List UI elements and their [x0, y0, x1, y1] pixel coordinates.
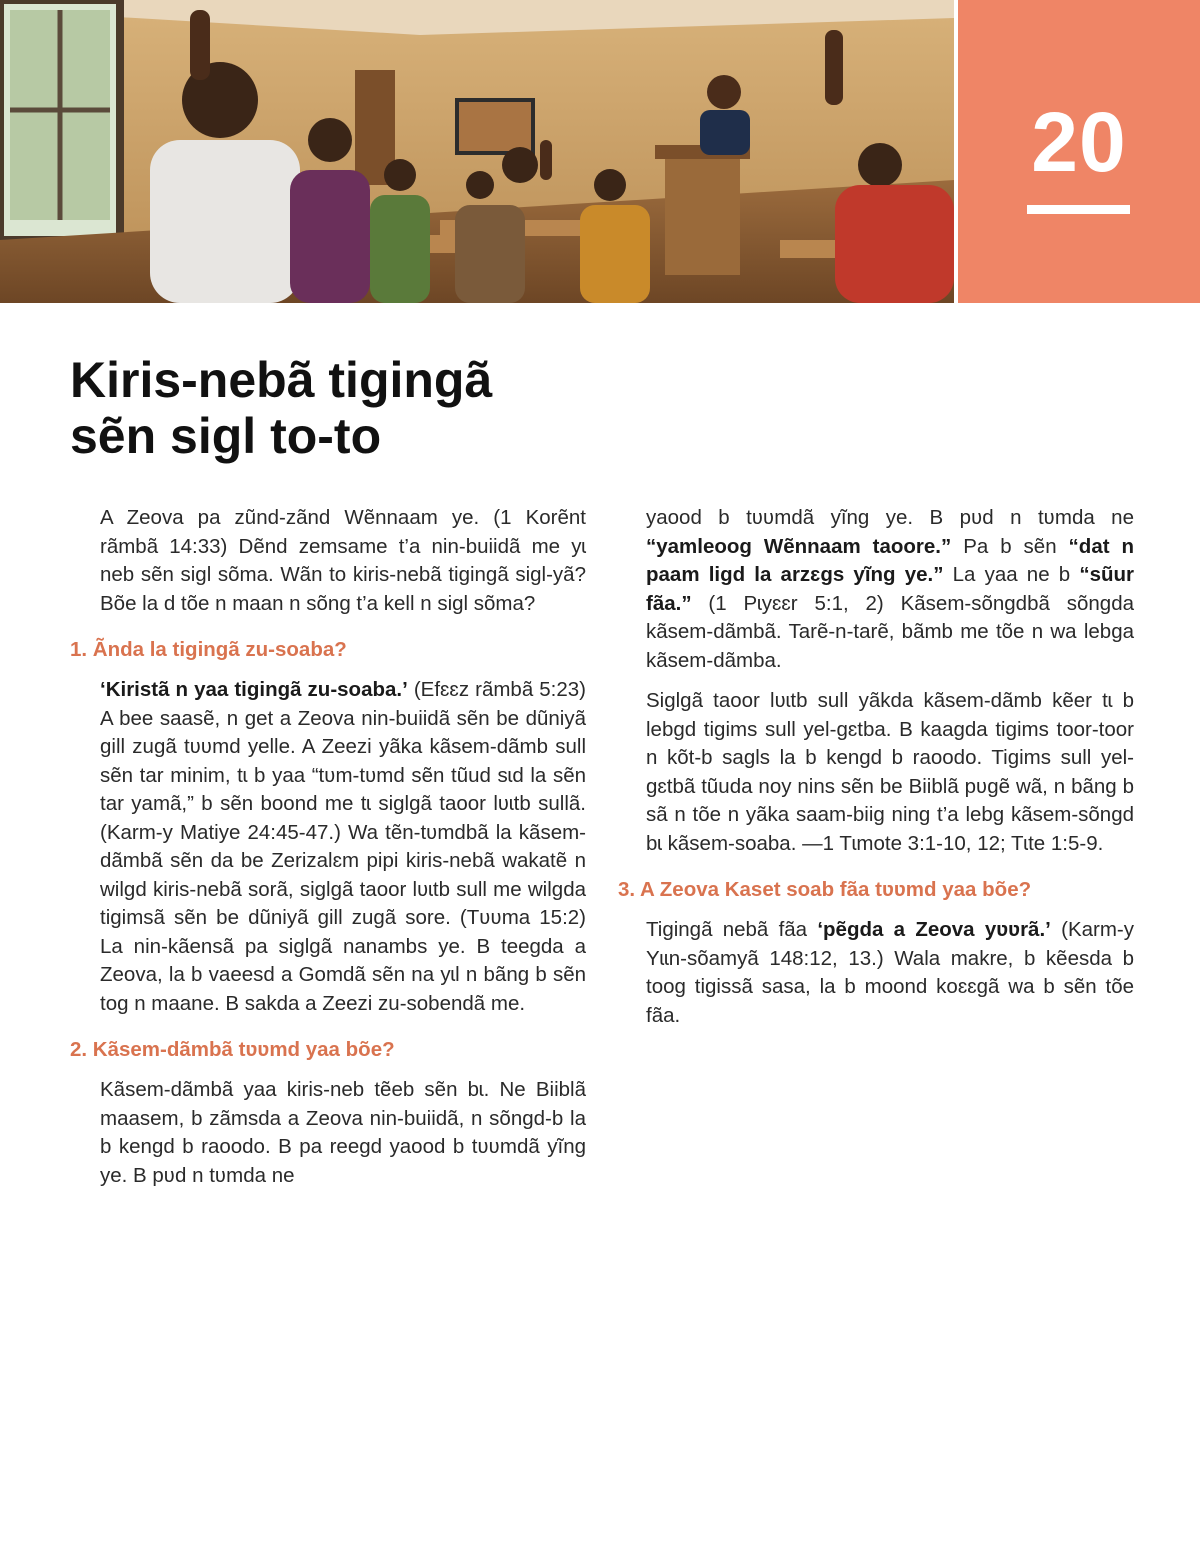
section-1-lead: ‘Kiristã n yaa tigingã zu-soaba.’: [100, 678, 408, 701]
section-1-text: (Efɛɛz rãmbã 5:23) A bee saasẽ, n get a Zeova nin-buiidã sẽn be dũniyã gill zugã tʋʋmd yelle. A Zeezi yãka kãsem-dãmb sull sẽn tar minim, tɩ b yaa “tʋm-tʋmd sẽn tũud sɩd la sẽn tar yamã,” b sẽn boond me tɩ siglgã taoor lʋɩtb sullã. (Karm-y Matiye 24:45-47.) Wa tẽn-tʋmdbã la kãsem-dãmbã sẽn da be Zerizalɛm pipi kiris-nebã wakatẽ n wilgd kiris-nebã sorã, siglgã taoor lʋɩtb sull me wilgda tigimsã sẽn be dũniyã gill zugã sore. (Tʋʋma 15:2) La nin-kãensã pa siglgã nanambs ye. B teegda a Zeova, la b vaeesd a Gomdã sẽn na yɩl n bãng b sẽn tog n maane. B sakda a Zeezi zu-sobendã me.: [100, 678, 586, 1015]
title-line-2: sẽn sigl to-to: [70, 408, 382, 464]
intro-paragraph: A Zeova pa zũnd-zãnd Wẽnnaam ye. (1 Korẽnt rãmbã 14:33) Dẽnd zemsame t’a nin-buiidã me yɩ neb sẽn sigl sõma. Wãn to kiris-nebã tigingã sigl-yã? Bõe la d tõe n maan n sõng t’a kell n sigl sõma?: [100, 506, 586, 615]
section-3-bold: ‘pẽgda a Zeova yʋʋrã.’: [817, 918, 1051, 941]
left-column: [70, 504, 586, 1187]
section-2-text-3: La yaa ne b: [943, 563, 1080, 586]
section-3-paragraph: [646, 916, 1134, 1030]
title-line-1: Kiris-nebã tigingã: [70, 352, 493, 408]
section-2-bold-1: “yamleoog Wẽnnaam taoore.”: [646, 534, 952, 558]
header-photo: [0, 0, 954, 303]
section-3-text-2: (Karm-y Yɩɩn-sõamyã 148:12, 13.) Wala makre, b kẽesda b toog tigissã sasa, la b moond koɛɛgã wa b sẽn tõe fãa.: [646, 918, 1134, 1027]
section-2-paragraph-continued: [646, 504, 1134, 675]
section-2-bold-2: “dat n paam ligd la arzɛgs yĩng ye.”: [646, 534, 1135, 586]
section-2-text-2: Pa b sẽn: [951, 534, 1069, 558]
right-column: [618, 504, 1134, 1042]
section-3-text-1: Tigingã nebã fãa: [646, 918, 818, 941]
section-2-bold-3: “sũur fãa.”: [646, 563, 1134, 615]
chapter-tab: [958, 0, 1200, 303]
congregation-meeting-illustration: [0, 0, 954, 303]
section-2-paragraph-2: Siglgã taoor lʋɩtb sull yãkda kãsem-dãmb kẽer tɩ b lebgd tigims sull yel-gɛtba. B kaagda tigims toor-toor n kõt-b sagls la b kengd b raoodo. Tigims sull yel-gɛtbã tũuda noy nins sẽn be Biiblã pʋgẽ wã, n bãng b sã n tõe n yãka saam-biig ning t’a lebg kãsem-sõngd bɩ kãsem-soaba. —1 Tɩmote 3:1-10, 12; Tɩte 1:5-9.: [646, 689, 1134, 855]
section-2-text-cont: yaood b tʋʋmdã yĩng ye. B pʋd n tʋmda ne: [646, 506, 1134, 529]
section-2-heading: 2. Kãsem-dãmbã tʋʋmd yaa bõe?: [70, 1038, 395, 1061]
section-1-heading: 1. Ãnda la tigingã zu-soaba?: [70, 638, 347, 661]
chapter-underline: [1027, 205, 1130, 214]
chapter-number: 20: [1031, 95, 1127, 189]
section-1-paragraph: [100, 676, 586, 1018]
section-2-text-4: (1 Pɩyɛɛr 5:1, 2) Kãsem-sõngdbã sõngda kãsem-dãmbã. Tarẽ-n-tarẽ, bãmb me tõe n wa lebga kãsem-dãmba.: [646, 591, 1134, 672]
section-2-paragraph-start: [100, 1076, 586, 1187]
section-2-text-1: Kãsem-dãmbã yaa kiris-neb tẽeb sẽn bɩ. Ne Biiblã maasem, b zãmsda a Zeova nin-buiidã, n sõngd-b la b kengd b raoodo. B pa reegd yaood b tʋʋmdã yĩng ye. B pʋd n tʋmda ne: [100, 1078, 586, 1187]
page-title: [70, 352, 670, 464]
section-3-heading: 3. A Zeova Kaset soab fãa tʋʋmd yaa bõe?: [618, 878, 1032, 901]
